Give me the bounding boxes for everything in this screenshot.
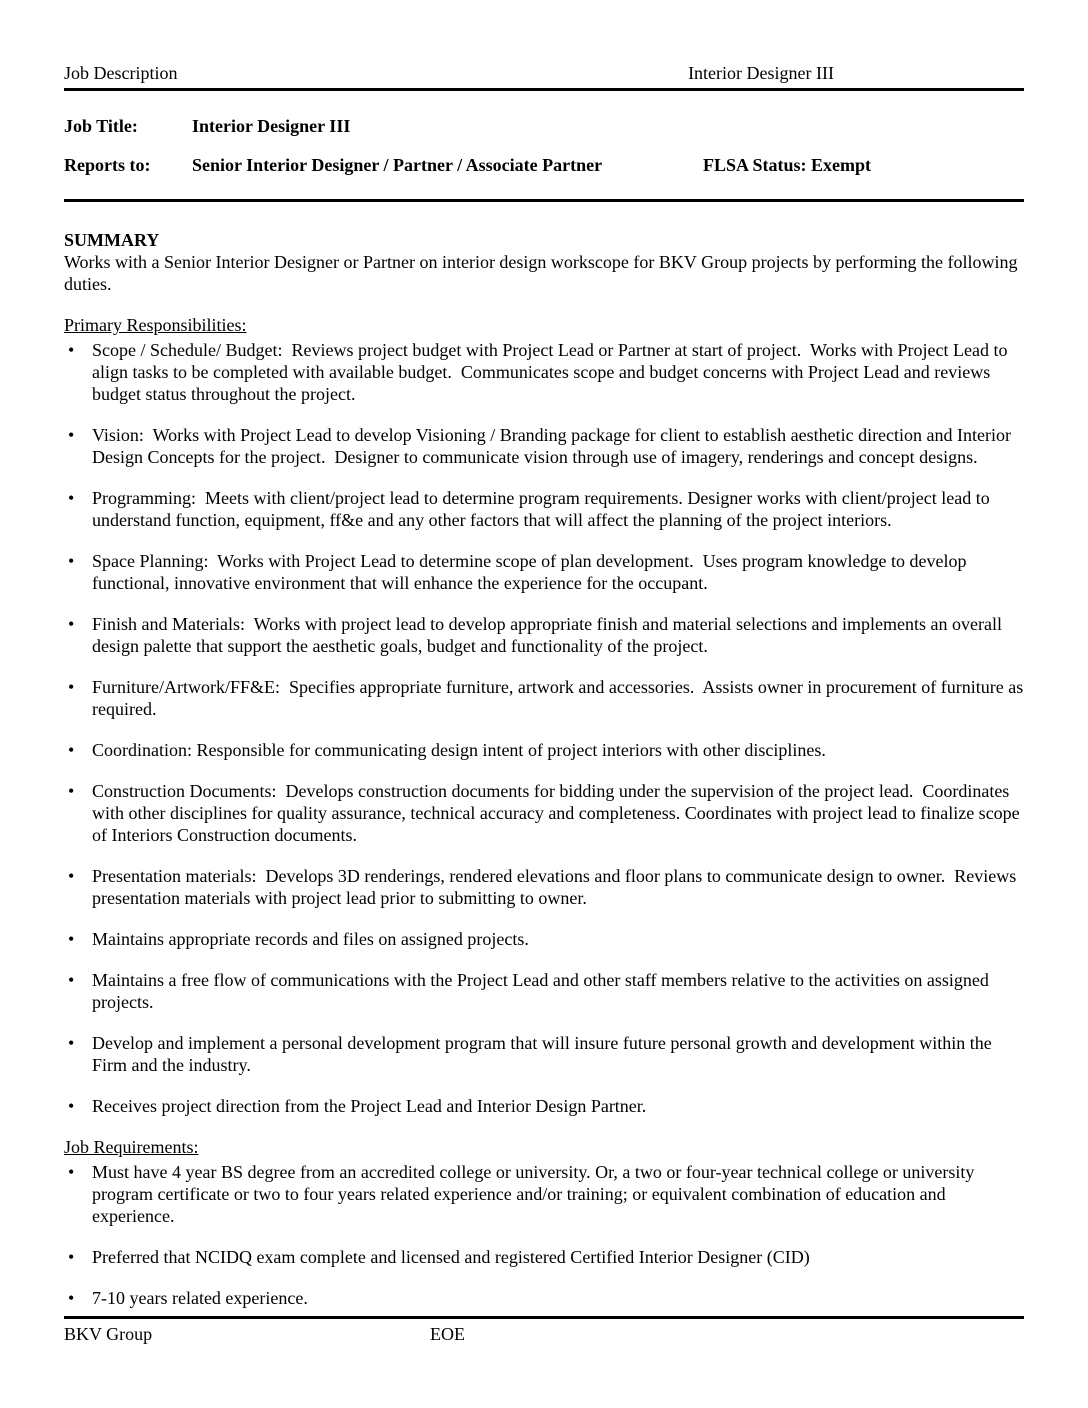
- list-item-text: 7-10 years related experience.: [92, 1288, 308, 1308]
- bullet-icon: •: [68, 340, 75, 360]
- responsibilities-list: [64, 339, 1028, 1117]
- list-item: [64, 928, 1024, 950]
- bullet-icon: •: [68, 1288, 75, 1308]
- list-item-text: Programming: Meets with client/project lead to determine program requirements. Designer works with client/project lead to understand function, equipment, ff&e and any other factors that will affect the planning of the project interiors.: [92, 488, 995, 530]
- requirements-heading: Job Requirements:: [64, 1137, 199, 1157]
- reports-to-value: Senior Interior Designer / Partner / Associate Partner: [192, 155, 603, 175]
- list-item-text: Construction Documents: Develops construction documents for bidding under the supervision of the project lead. Coordinates with other disciplines for quality assurance, technical accuracy and completeness. Coordinates with project lead to finalize scope of Interiors Construction documents.: [92, 781, 1025, 845]
- flsa-status: FLSA Status: Exempt: [703, 155, 872, 175]
- list-item: [64, 969, 1024, 1013]
- responsibilities-heading: Primary Responsibilities:: [64, 315, 247, 335]
- bullet-icon: •: [68, 488, 75, 508]
- summary-body: Works with a Senior Interior Designer or Partner on interior design workscope for BKV Group projects by performing the following duties.: [64, 252, 1023, 294]
- list-item: [64, 1161, 1024, 1227]
- job-meta-block: [64, 115, 1024, 176]
- bullet-icon: •: [68, 970, 75, 990]
- list-item: [64, 676, 1028, 720]
- footer-eoe: EOE: [430, 1324, 465, 1344]
- list-item: [64, 780, 1024, 846]
- header-doc-type: Job Description: [64, 63, 178, 83]
- requirements-list: [64, 1161, 1024, 1309]
- bullet-icon: •: [68, 551, 75, 571]
- list-item: [64, 550, 1024, 594]
- list-item: [64, 739, 1024, 761]
- list-item-text: Receives project direction from the Project Lead and Interior Design Partner.: [92, 1096, 647, 1116]
- requirements-section: [64, 1136, 1024, 1309]
- list-item: [64, 1032, 1024, 1076]
- list-item-text: Develop and implement a personal development program that will insure future personal growth and development within the Firm and the industry.: [92, 1033, 997, 1075]
- bullet-icon: •: [68, 929, 75, 949]
- responsibilities-section: [64, 314, 1028, 1117]
- list-item-text: Maintains a free flow of communications with the Project Lead and other staff members relative to the activities on assigned projects.: [92, 970, 994, 1012]
- list-item-text: Preferred that NCIDQ exam complete and licensed and registered Certified Interior Designer (CID): [92, 1247, 810, 1267]
- list-item: [64, 339, 1024, 405]
- list-item-text: Finish and Materials: Works with project lead to develop appropriate finish and material selections and implements an overall design palette that support the aesthetic goals, budget and functionality of the project.: [92, 614, 1007, 656]
- job-title-label: Job Title:: [64, 116, 138, 136]
- list-item-text: Coordination: Responsible for communicating design intent of project interiors with other disciplines.: [92, 740, 826, 760]
- list-item-text: Space Planning: Works with Project Lead to determine scope of plan development. Uses program knowledge to develop functional, innovative environment that will enhance the experience for the occupant.: [92, 551, 972, 593]
- list-item-text: Vision: Works with Project Lead to develop Visioning / Branding package for client to establish aesthetic direction and Interior Design Concepts for the project. Designer to communicate vision through use of imagery, renderings and concept designs.: [92, 425, 1016, 467]
- header-job-title: Interior Designer III: [688, 63, 834, 83]
- list-item-text: Presentation materials: Develops 3D renderings, rendered elevations and floor plans to communicate design to owner. Reviews presentation materials with project lead prior to submitting to owner.: [92, 866, 1021, 908]
- list-item: [64, 1095, 1024, 1117]
- bullet-icon: •: [68, 740, 75, 760]
- list-item-text: Maintains appropriate records and files on assigned projects.: [92, 929, 529, 949]
- list-item-text: Scope / Schedule/ Budget: Reviews project budget with Project Lead or Partner at start of project. Works with Project Lead to align tasks to be completed with available budget. Communicates scope and budget concerns with Project Lead and reviews budget status throughout the project.: [92, 340, 1012, 404]
- job-title-value: Interior Designer III: [192, 116, 351, 136]
- bullet-icon: •: [68, 866, 75, 886]
- header-divider: [64, 199, 1024, 202]
- page-footer: [64, 1316, 1024, 1345]
- list-item-text: Must have 4 year BS degree from an accredited college or university. Or, a two or four-year technical college or university program certificate or two to four years related experience and/or training; or equivalent combination of education and experience.: [92, 1162, 979, 1226]
- reports-to-row: [64, 154, 1024, 176]
- page-header: [64, 62, 1024, 91]
- bullet-icon: •: [68, 781, 75, 801]
- bullet-icon: •: [68, 614, 75, 634]
- list-item: [64, 1287, 1024, 1309]
- bullet-icon: •: [68, 1033, 75, 1053]
- bullet-icon: •: [68, 425, 75, 445]
- list-item: [64, 487, 1024, 531]
- bullet-icon: •: [68, 1096, 75, 1116]
- footer-company: BKV Group: [64, 1324, 153, 1344]
- list-item: [64, 424, 1024, 468]
- list-item: [64, 1246, 1024, 1268]
- bullet-icon: •: [68, 1247, 75, 1267]
- list-item: [64, 865, 1024, 909]
- bullet-icon: •: [68, 1162, 75, 1182]
- reports-to-label: Reports to:: [64, 155, 151, 175]
- bullet-icon: •: [68, 677, 75, 697]
- list-item: [64, 613, 1024, 657]
- job-title-row: [64, 115, 1024, 137]
- summary-section: [64, 229, 1024, 295]
- list-item-text: Furniture/Artwork/FF&E: Specifies appropriate furniture, artwork and accessories. Assists owner in procurement of furniture as required.: [92, 677, 1028, 719]
- summary-heading: SUMMARY: [64, 230, 160, 250]
